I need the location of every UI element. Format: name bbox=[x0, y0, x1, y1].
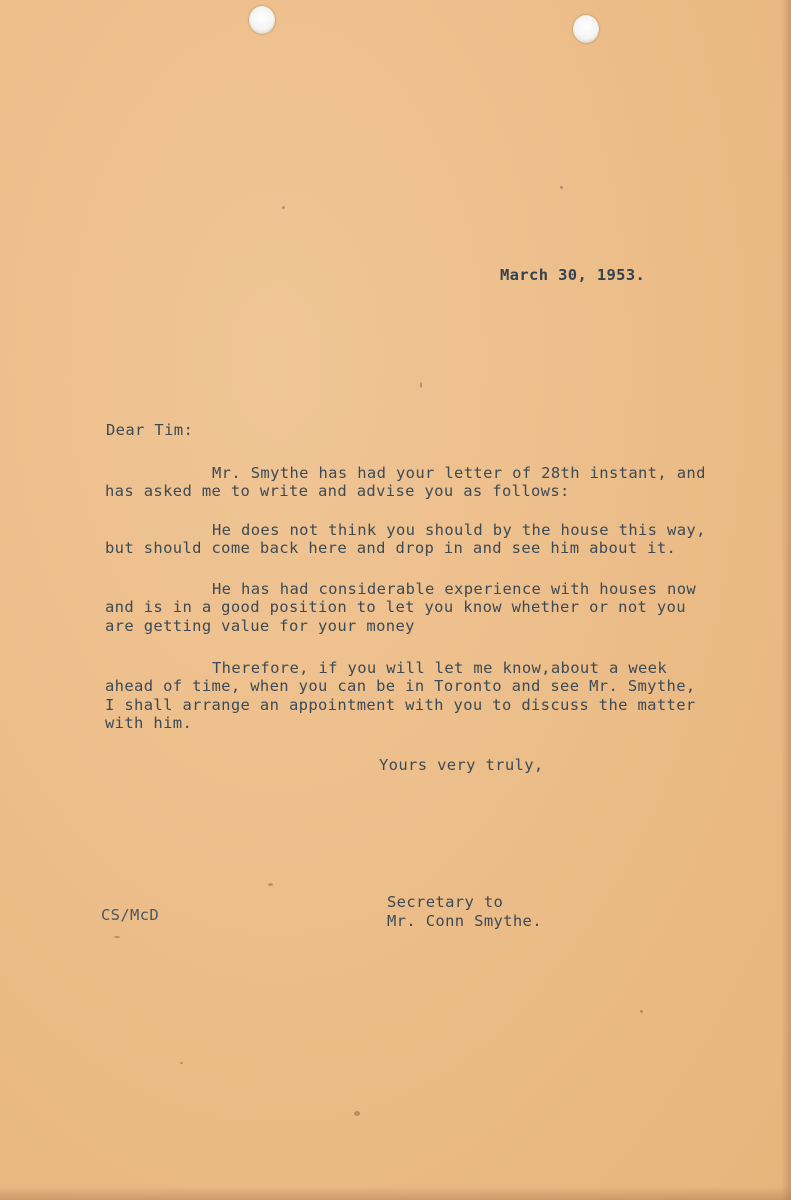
closing: Yours very truly, bbox=[379, 756, 544, 774]
paper-speck bbox=[354, 1111, 360, 1116]
paper-edge-right bbox=[781, 0, 791, 1200]
body-line: has asked me to write and advise you as follows: bbox=[105, 482, 570, 500]
paper-speck bbox=[640, 1010, 643, 1013]
signature-title: Secretary to bbox=[387, 893, 504, 911]
paper-edge-bottom bbox=[0, 1186, 791, 1200]
paper-speck bbox=[420, 382, 422, 388]
salutation: Dear Tim: bbox=[106, 421, 194, 439]
body-line: He does not think you should by the house this way, bbox=[212, 521, 706, 539]
body-line: Mr. Smythe has had your letter of 28th instant, and bbox=[212, 464, 706, 482]
signature-name: Mr. Conn Smythe. bbox=[387, 912, 542, 930]
body-line: and is in a good position to let you know whether or not you bbox=[105, 598, 686, 616]
typist-initials: CS/McD bbox=[101, 906, 160, 924]
body-line: He has had considerable experience with houses now bbox=[212, 580, 697, 598]
paper-speck bbox=[282, 206, 285, 209]
letter-date: March 30, 1953. bbox=[500, 266, 646, 284]
punch-hole-right bbox=[573, 15, 599, 43]
body-line: are getting value for your money bbox=[105, 617, 415, 635]
body-line: I shall arrange an appointment with you to discuss the matter bbox=[105, 696, 696, 714]
body-line: ahead of time, when you can be in Toronto and see Mr. Smythe, bbox=[105, 677, 696, 695]
body-line: with him. bbox=[105, 714, 193, 732]
punch-hole-left bbox=[249, 6, 275, 34]
paper-speck bbox=[560, 186, 563, 189]
body-line: but should come back here and drop in and see him about it. bbox=[105, 539, 677, 557]
paper-speck bbox=[268, 883, 273, 886]
paper-speck bbox=[180, 1062, 183, 1064]
body-line: Therefore, if you will let me know,about a week bbox=[212, 659, 668, 677]
paper-speck bbox=[114, 936, 120, 938]
